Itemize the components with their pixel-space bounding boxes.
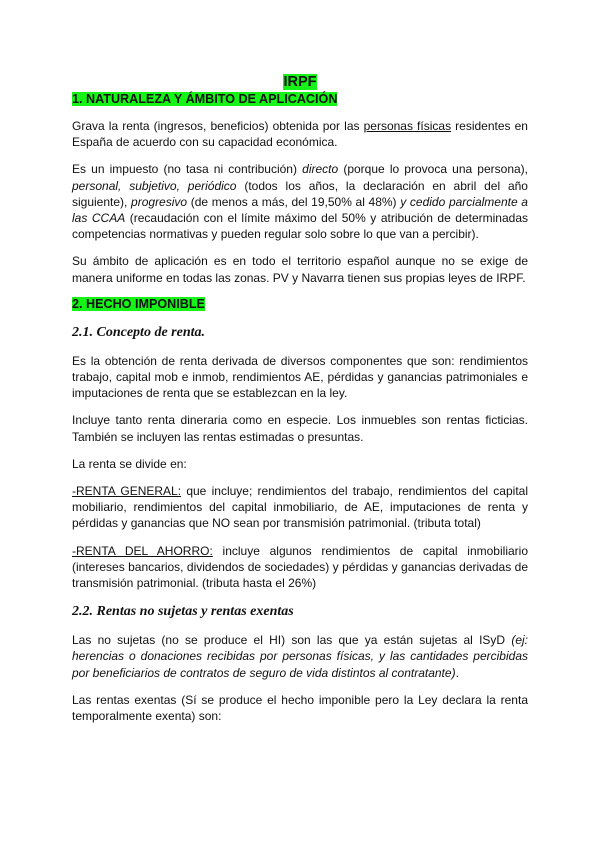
section-2-paragraph-7: Las rentas exentas (Sí se produce el hecho imponible pero la Ley declara la renta temporalmente exenta) son: [72, 692, 528, 724]
italic-example: (ej: herencias o donaciones recibidas por personas físicas, y las cantidades percibidas por beneficiarios de contratos de seguro de vida distintos al contratante) [72, 633, 528, 680]
document-title [72, 74, 528, 91]
section-2-paragraph-6 [72, 632, 528, 681]
text-span: Es un impuesto (no tasa ni contribución) [72, 162, 303, 177]
italic-term: progresivo [131, 194, 188, 209]
renta-general-paragraph [72, 483, 528, 532]
text-span: (de menos a más, del 19,50% al 48%) [187, 194, 401, 209]
section-2-heading-text: 2. HECHO IMPONIBLE [72, 296, 205, 311]
text-span: residentes en España de acuerdo con su capacidad económica. [72, 119, 528, 150]
text-span: (todos los años, la declaración en abril del año siguiente), [72, 178, 528, 209]
section-2-paragraph-2: Incluye tanto renta dineraria como en especie. Los inmuebles son rentas ficticias. También se incluyen las rentas estimadas o presuntas. [72, 413, 528, 444]
subsection-2-2-heading: 2.2. Rentas no sujetas y rentas exentas [72, 604, 294, 620]
text-span: que incluye; rendimientos del trabajo, rendimientos del capital mobiliario, rendimientos del capital inmobiliario, de AE, imputaciones de renta y pérdidas y ganancias que NO sean por transmisión patrimonial. (tributa total) [72, 484, 528, 531]
italic-term: y cedido parcialmente a las CCAA [72, 194, 528, 226]
section-1-heading-text: 1. NATURALEZA Y ÁMBITO DE APLICACIÓN [72, 92, 338, 106]
section-1-heading [72, 91, 528, 107]
section-2-heading [72, 296, 528, 312]
text-span: Las no sujetas (no se produce el HI) son las que ya están sujetas al ISyD [72, 633, 512, 648]
italic-term: directo [302, 162, 339, 177]
section-1-paragraph-3: Su ámbito de aplicación es en todo el territorio español aunque no se exige de manera uniforme en todas las zonas. PV y Navarra tienen sus propias leyes de IRPF. [72, 254, 528, 285]
section-2-paragraph-1: Es la obtención de renta derivada de diversos componentes que son: rendimientos trabajo, capital mob e inmob, rendimientos AE, pérdidas y ganancias patrimoniales e imputaciones de renta que se establezcan en la ley. [72, 353, 528, 401]
text-span: (porque lo provoca una persona), [338, 162, 529, 177]
renta-ahorro-label: -RENTA DEL AHORRO: [72, 543, 213, 558]
document-body [72, 68, 528, 724]
renta-general-label: -RENTA GENERAL: [72, 484, 182, 499]
renta-ahorro-paragraph [72, 543, 528, 592]
section-1-paragraph-1 [72, 118, 528, 150]
text-span: . [455, 665, 459, 680]
section-1-paragraph-2 [72, 161, 528, 242]
title-text: IRPF [283, 74, 317, 90]
text-span: incluye algunos rendimientos de capital inmobiliario (intereses bancarios, dividendos de sociedades) y pérdidas y ganancias derivadas de transmisión patrimonial. (tributa hasta el 26%) [72, 543, 528, 591]
text-span: (recaudación con el límite máximo del 50% y atribución de determinadas competencias normativas y pueden regular solo sobre lo que van a percibir). [72, 211, 528, 242]
underlined-term: personas físicas [363, 119, 452, 133]
text-span: Grava la renta (ingresos, beneficios) obtenida por las [72, 119, 364, 133]
section-2-paragraph-3: La renta se divide en: [72, 456, 187, 471]
subsection-2-1-heading: 2.1. Concepto de renta. [72, 324, 205, 340]
italic-term: personal, subjetivo, periódico [72, 178, 237, 193]
